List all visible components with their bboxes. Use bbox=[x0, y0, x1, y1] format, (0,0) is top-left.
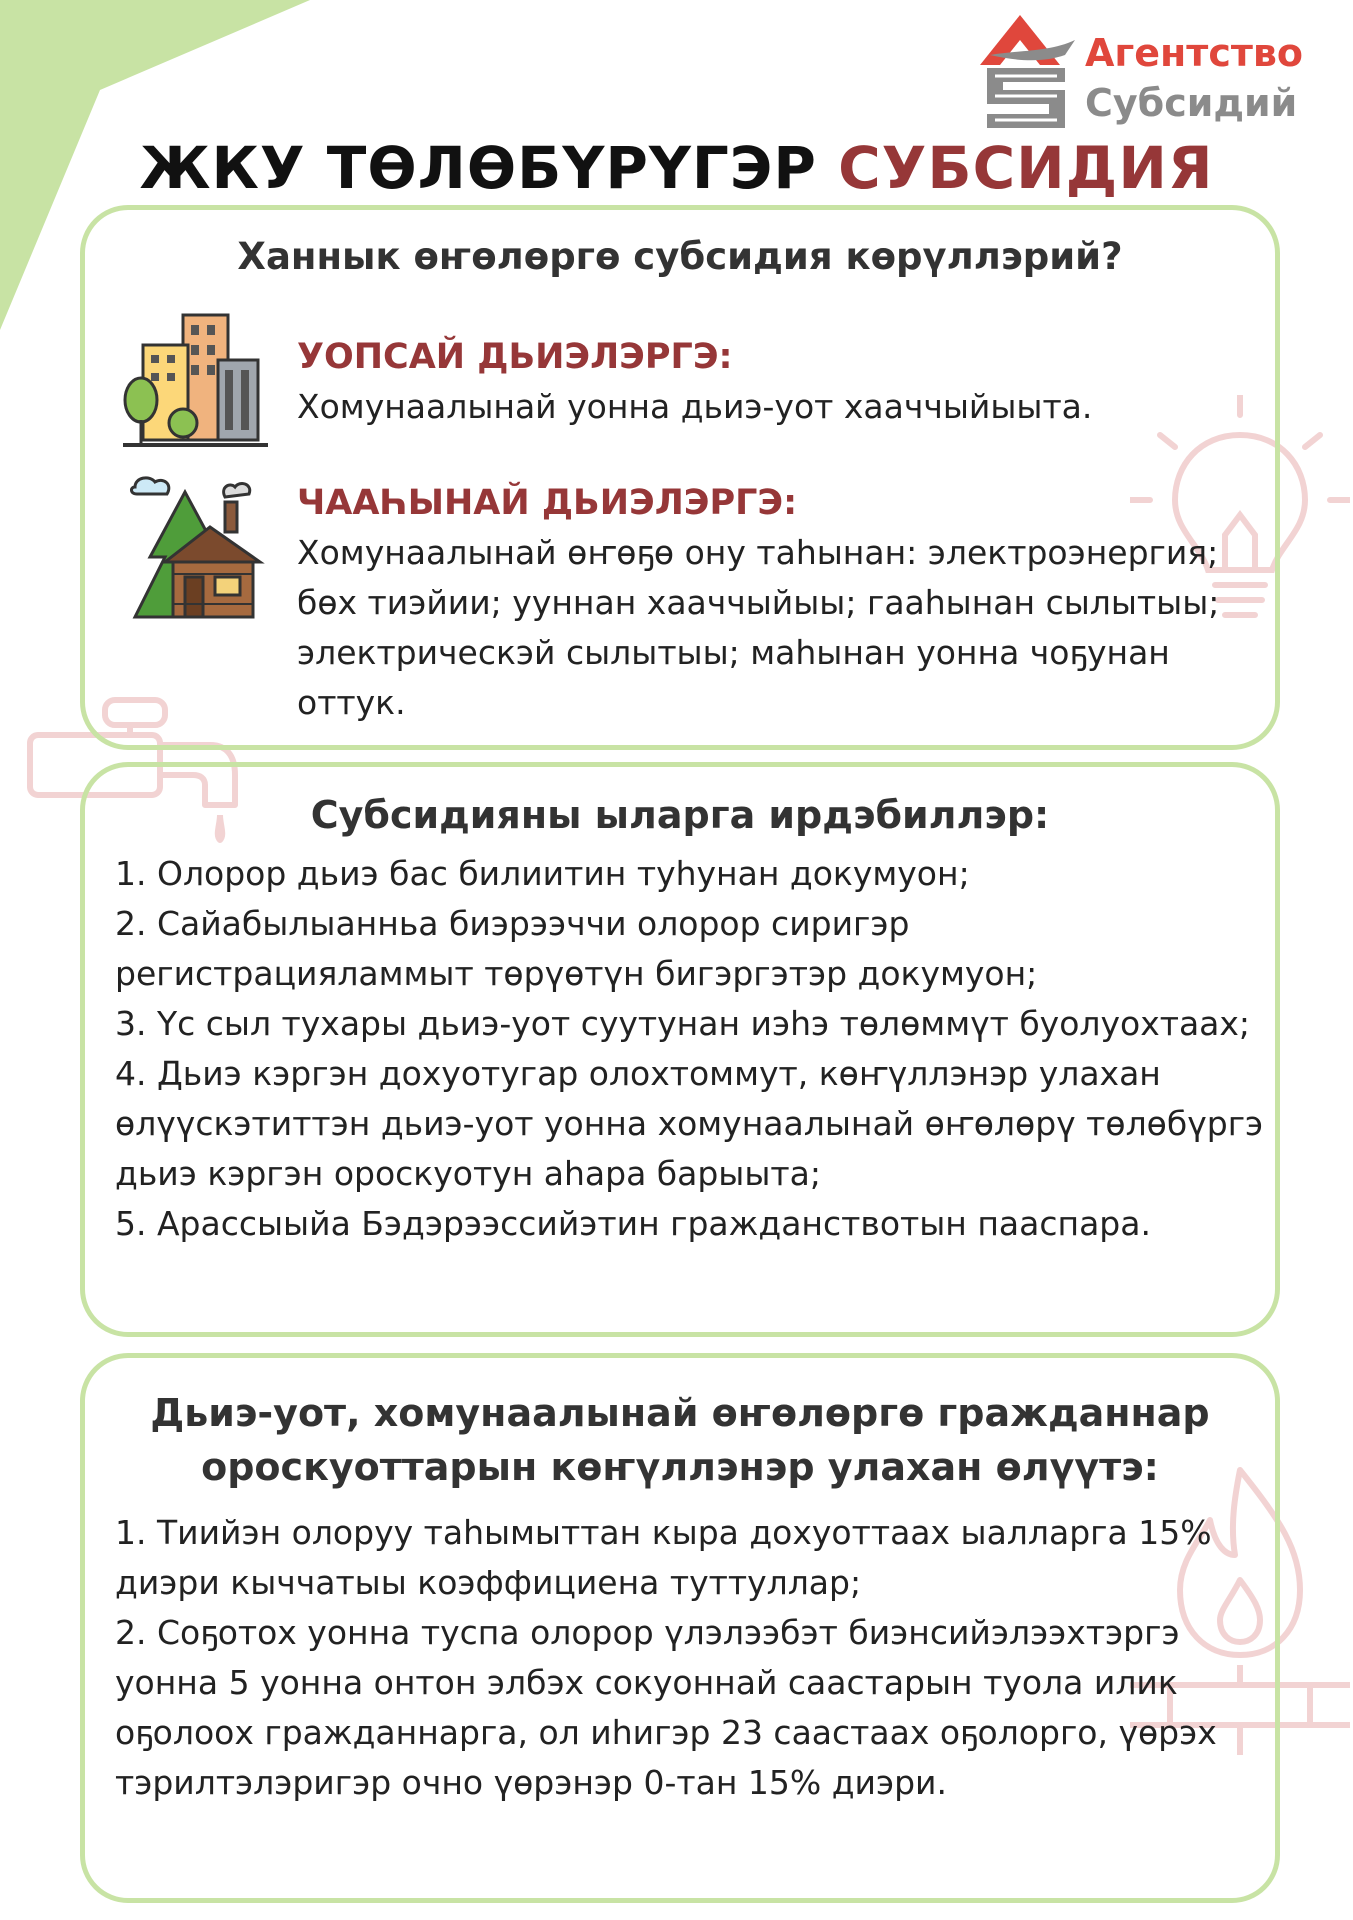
apartment-building-icon bbox=[123, 305, 268, 455]
private-house-heading: ЧААҺЫНАЙ ДЬИЭЛЭРГЭ: bbox=[297, 483, 798, 523]
list-item: 2. Сайабылыанньа биэрээччи олорор сиригэр регистрацияламмыт төрүөтүн бигэргэтэр докумуон; bbox=[115, 904, 1038, 993]
list-item: 1. Олорор дьиэ бас билиитин туһунан докумуон; bbox=[115, 854, 970, 893]
page-title bbox=[0, 128, 1353, 208]
max-share-title: Дьиэ-уот, хомунаалынай өҥөлөргө гражданнар ороскуоттарын көҥүллэнэр улахан өлүүтэ: bbox=[150, 1391, 1210, 1489]
requirements-card bbox=[80, 762, 1280, 1337]
apartment-text: Хомунаалынай уонна дьиэ-уот хааччыйыыта. bbox=[297, 387, 1093, 426]
who-card-title: Ханнык өҥөлөргө субсидия көрүллэрий? bbox=[237, 235, 1123, 278]
title-part-black: ЖКУ ТӨЛӨБҮРҮГЭР bbox=[139, 134, 817, 202]
requirements-title: Субсидияны ыларга ирдэбиллэр: bbox=[310, 793, 1050, 837]
max-share-list bbox=[115, 1508, 1265, 1808]
list-item: 1. Тиийэн олоруу таһымыттан кыра дохуоттаах ыалларга 15% диэри кыччатыы коэффициена туттуллар; bbox=[115, 1513, 1212, 1602]
list-item: 2. Соҕотох уонна туспа олорор үлэлээбэт биэнсийэлээхтэргэ уонна 5 уонна онтон элбэх сокуоннай саастарын туола илик оҕолоох гражданнарга, ол иһигэр 23 саастаах оҕолорго, үөрэх тэрилтэлэригэр очно үөрэнэр 0-тан 15% диэри. bbox=[115, 1613, 1217, 1802]
agency-logo-icon bbox=[975, 10, 1075, 130]
who-gets-subsidy-card bbox=[80, 205, 1280, 750]
apartment-heading: УОПСАЙ ДЬИЭЛЭРГЭ: bbox=[297, 337, 733, 377]
private-house-text: Хомунаалынай өҥөҕө ону таһынан: электроэнергия; бөх тиэйии; ууннан хааччыйыы; гааһынан сылытыы; электрическэй сылытыы; маһынан уонна чоҕунан оттук. bbox=[297, 533, 1220, 722]
logo-text-subsidies: Субсидий bbox=[1085, 81, 1298, 125]
list-item: 3. Үс сыл тухары дьиэ-уот суутунан иэһэ төлөммүт буолуохтаах; bbox=[115, 1004, 1251, 1043]
logo-text-agency: Агентство bbox=[1085, 31, 1304, 75]
requirements-list bbox=[115, 849, 1265, 1249]
list-item: 4. Дьиэ кэргэн дохуотугар олохтоммут, көҥүллэнэр улахан өлүүскэтиттэн дьиэ-уот уонна хомунаалынай өҥөлөрү төлөбүргэ дьиэ кэргэн ороскуотун аһара барыыта; bbox=[115, 1054, 1264, 1193]
agency-logo bbox=[975, 10, 1304, 130]
list-item: 5. Арассыыйа Бэдэрээссийэтин гражданствотын пааспара. bbox=[115, 1204, 1151, 1243]
title-part-red: СУБСИДИЯ bbox=[838, 134, 1214, 202]
log-cabin-icon bbox=[115, 472, 270, 627]
max-share-card bbox=[80, 1353, 1280, 1903]
